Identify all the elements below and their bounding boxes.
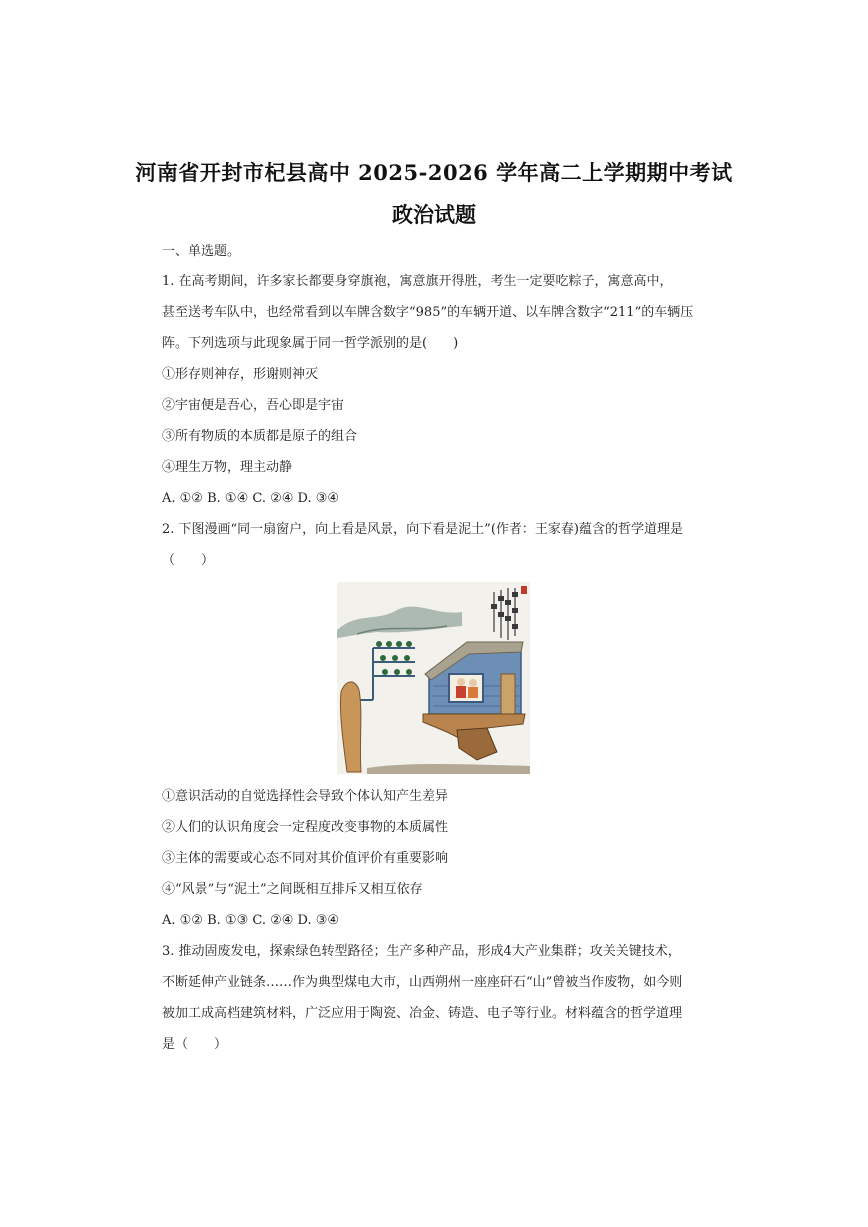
exam-subtitle: 政治试题 bbox=[392, 202, 476, 227]
cartoon-image bbox=[337, 582, 530, 774]
q3-stem-line-3: 被加工成高档建筑材料，广泛应用于陶瓷、冶金、铸造、电子等行业。材料蕴含的哲学道理 bbox=[162, 1006, 683, 1021]
q1-stem-line-3: 阵。下列选项与此现象属于同一哲学派别的是( ) bbox=[162, 336, 459, 351]
exam-title: 河南省开封市杞县高中 2025-2026 学年高二上学期期中考试 bbox=[135, 160, 733, 185]
q1-option-4: ④理生万物，理主动静 bbox=[162, 460, 293, 475]
q2-stem-line-2: （ ） bbox=[162, 553, 215, 568]
q3-stem-line-4: 是（ ） bbox=[162, 1037, 228, 1052]
q3-stem-line-1: 3. 推动固废发电，探索绿色转型路径；生产多种产品，形成4大产业集群；攻关关键技术， bbox=[162, 944, 681, 959]
section-heading: 一、单选题。 bbox=[162, 244, 241, 259]
q1-stem-line-2: 甚至送考车队中，也经常看到以车牌含数字“985”的车辆开道、以车牌含数字“211”的车辆压 bbox=[162, 305, 694, 320]
q1-stem-line-1: 1. 在高考期间，许多家长都要身穿旗袍，寓意旗开得胜，考生一定要吃粽子，寓意高中， bbox=[162, 274, 673, 289]
q2-option-3: ③主体的需要或心态不同对其价值评价有重要影响 bbox=[162, 851, 449, 866]
q3-stem-line-2: 不断延伸产业链条……作为典型煤电大市，山西朔州一座座矸石“山”曾被当作废物，如今则 bbox=[162, 975, 683, 990]
q2-option-2: ②人们的认识角度会一定程度改变事物的本质属性 bbox=[162, 820, 449, 835]
q1-option-3: ③所有物质的本质都是原子的组合 bbox=[162, 429, 358, 444]
q1-option-1: ①形存则神存，形谢则神灭 bbox=[162, 367, 319, 382]
q2-option-1: ①意识活动的自觉选择性会导致个体认知产生差异 bbox=[162, 789, 449, 804]
q2-stem-line-1: 2. 下图漫画“同一扇窗户，向上看是风景，向下看是泥土”(作者：王家春)蕴含的哲学道理是 bbox=[162, 522, 683, 537]
q1-answer-choices: A. ①② B. ①④ C. ②④ D. ③④ bbox=[162, 491, 340, 506]
q2-option-4: ④“风景”与“泥土”之间既相互排斥又相互依存 bbox=[162, 882, 423, 897]
q2-answer-choices: A. ①② B. ①③ C. ②④ D. ③④ bbox=[162, 913, 340, 928]
q1-option-2: ②宇宙便是吾心，吾心即是宇宙 bbox=[162, 398, 345, 413]
